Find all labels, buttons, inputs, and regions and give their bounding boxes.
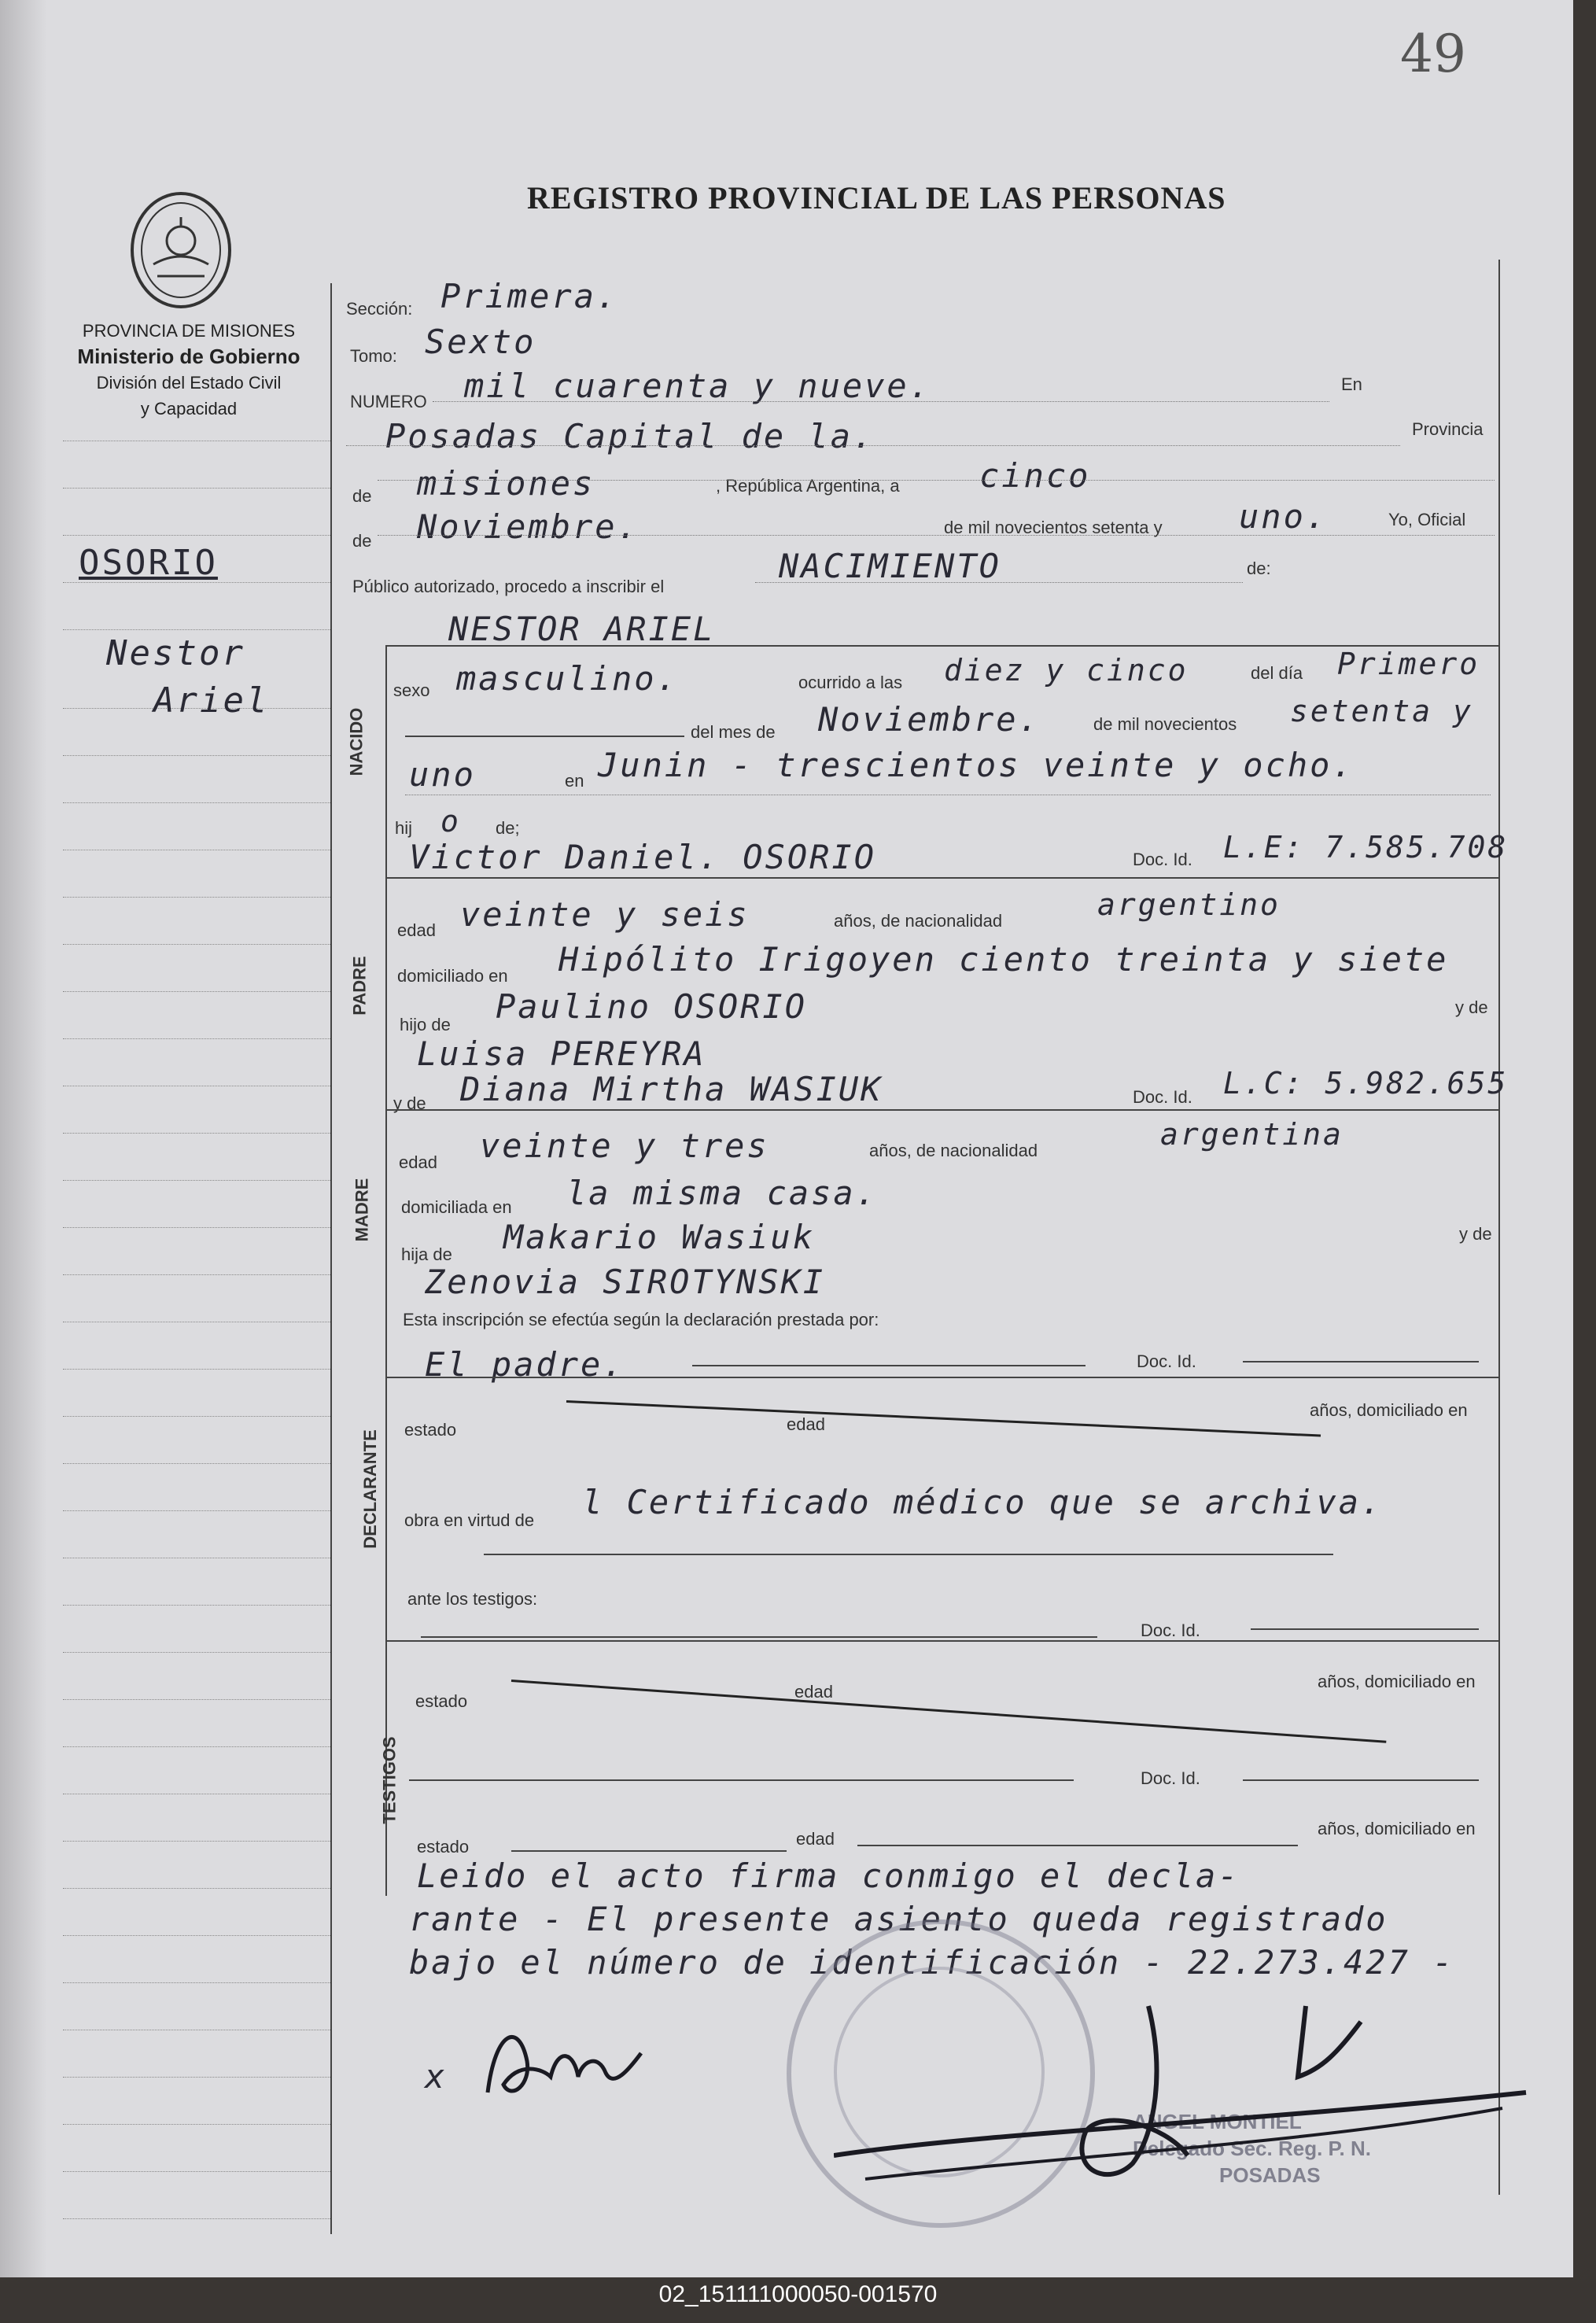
obra-value: l Certificado médico que se archiva. [582,1483,1384,1521]
acto-value: NACIMIENTO [779,547,1001,585]
official-stamp-name: ANGEL MONTIEL [1133,2110,1302,2133]
ocurrido-label: ocurrido a las [798,673,903,692]
padre-padre-value: Paulino OSORIO [496,987,808,1026]
sexo-label: sexo [393,680,430,700]
madre-padre-value: Makario Wasiuk [503,1218,816,1256]
testigos-top-line [385,1640,1498,1642]
inscripcion-label: Esta inscripción se efectúa según la declaración prestada por: [403,1310,879,1329]
madre-y-de-label-2: y de [1459,1224,1492,1244]
padre-edad-label: edad [397,920,436,940]
numero-value: mil cuarenta y nueve. [464,367,932,405]
declarante-doc-label: Doc. Id. [1137,1351,1196,1371]
signature-mark-x: x [425,2057,448,2096]
org-province: PROVINCIA DE MISIONES [82,321,296,341]
hij-label: hij [395,818,413,838]
official-stamp-city: POSADAS [1219,2163,1321,2187]
declarante-value: El padre. [425,1345,625,1384]
dia-blank-line [405,736,684,737]
en-label-2: en [565,771,584,791]
org-division: División del Estado Civil [96,373,282,393]
testigo2-blank-line [409,1779,1074,1781]
padre-doc-value: L.E: 7.585.708 [1223,830,1509,865]
issuing-office [47,318,330,422]
padre-anios-label: años, de nacionalidad [834,911,1003,931]
madre-nombre-value: Diana Mirtha WASIUK [460,1070,883,1108]
page-number: 49 [1400,24,1466,84]
testigo1-doc-label: Doc. Id. [1141,1621,1200,1640]
page-edge-shadow [0,0,47,2277]
madre-nacionalidad-value: argentina [1160,1117,1344,1152]
right-frame-line [1498,260,1500,2195]
de-colon-label: de: [1247,559,1271,578]
de-label: de [352,486,372,506]
ciudad-value: Posadas Capital de la. [385,417,875,455]
declarante-blank-line [692,1365,1086,1366]
madre-madre-value: Zenovia SIROTYNSKI [425,1263,826,1301]
provincia-rule [378,480,1495,481]
de-semicolon-label: de; [496,818,520,838]
madre-domicilio-label: domiciliada en [401,1197,512,1217]
de-mil-label: de mil novecientos setenta y [944,518,1163,537]
padre-hijo-label: hijo de [400,1015,451,1034]
del-dia-label: del día [1251,663,1303,683]
anio-nacimiento-a-value: setenta y [1290,694,1473,728]
provincial-seal-icon [126,186,236,312]
padre-nacionalidad-value: argentino [1097,887,1281,922]
madre-y-de-label: y de [393,1093,426,1113]
en-label: En [1341,374,1362,394]
madre-top-line [385,1109,1498,1111]
declarant-signature-icon [472,2014,661,2116]
testigo2-edad-label: edad [796,1829,835,1849]
de-mil-2-label: de mil novecientos [1093,714,1237,734]
margin-surname: OSORIO [79,543,218,583]
side-label-testigos: TESTIGOS [379,1736,400,1824]
obra-label: obra en virtud de [404,1510,535,1530]
lugar-value: Junin - trescientos veinte y ocho. [598,746,1355,784]
testigo2-anios-label: años, domiciliado en [1318,1819,1476,1838]
testigo1-edad-label: edad [794,1682,833,1702]
testigo1-doc-blank-line [1251,1628,1479,1630]
padre-nombre-value: Victor Daniel. OSORIO [409,838,877,876]
seccion-value: Primera. [440,277,619,315]
image-footer-id: 02_151111000050-001570 [658,2281,938,2307]
dia-inscripcion-value: cinco [979,456,1091,495]
hij-suffix-value: o [440,804,461,839]
side-label-madre: MADRE [352,1178,372,1242]
madre-hija-label: hija de [401,1244,452,1264]
hora-value: diez y cinco [944,653,1189,688]
mes-inscripcion-value: Noviembre. [417,507,640,546]
testigos-intro-label: ante los testigos: [407,1589,538,1609]
dia-nacimiento-value: Primero [1337,647,1480,681]
org-ministry: Ministerio de Gobierno [77,345,300,368]
testigo1-strike-line [511,1680,1386,1743]
nota-linea-3: bajo el número de identificación - 22.273.427 - [409,1943,1455,1982]
anio-nacimiento-b-value: uno [409,755,476,794]
section-frame-line [385,645,387,1896]
madre-doc-label: Doc. Id. [1133,1087,1192,1107]
madre-doc-value: L.C: 5.982.655 [1223,1066,1509,1101]
declarante-estado-label: estado [404,1420,457,1440]
document-title: REGISTRO PROVINCIAL DE LAS PERSONAS [527,180,1226,216]
declarante-top-line [385,1377,1498,1378]
testigo2-doc-label: Doc. Id. [1141,1768,1200,1788]
mes-nacimiento-value: Noviembre. [818,700,1041,739]
side-label-declarante: DECLARANTE [359,1429,380,1549]
tomo-value: Sexto [425,323,536,361]
testigo1-blank-line [421,1636,1097,1638]
republica-label: , República Argentina, a [716,476,900,496]
madre-edad-label: edad [399,1152,437,1172]
padre-madre-value: Luisa PEREYRA [417,1034,706,1073]
tomo-label: Tomo: [350,346,397,366]
numero-label: NUMERO [350,392,427,411]
nombre-value: NESTOR ARIEL [448,610,716,648]
del-mes-label: del mes de [691,722,776,742]
nota-linea-1: Leido el acto firma conmigo el decla- [417,1857,1240,1895]
side-label-padre: PADRE [349,956,370,1016]
seccion-label: Sección: [346,299,413,319]
padre-top-line [385,877,1498,879]
padre-y-de-label: y de [1455,997,1488,1017]
padre-domicilio-label: domiciliado en [397,966,508,986]
testigo1-anios-label: años, domiciliado en [1318,1672,1476,1691]
mes-rule [378,535,1495,536]
publico-label: Público autorizado, procedo a inscribir el [352,577,665,596]
declarante-anios-label: años, domiciliado en [1310,1400,1468,1420]
official-signature-icon [834,1975,1542,2211]
testigo2-estado-label: estado [417,1837,470,1857]
testigo2-estado-blank-line [511,1850,787,1852]
numero-rule [433,401,1329,402]
margin-given-2: Ariel [153,680,270,721]
testigo1-estado-label: estado [415,1691,468,1711]
ciudad-rule [346,445,1400,446]
madre-domicilio-value: la misma casa. [566,1174,879,1212]
official-stamp-title: Delegado Sec. Reg. P. N. [1133,2137,1371,2160]
padre-domicilio-value: Hipólito Irigoyen ciento treinta y siete [558,940,1449,979]
sexo-value: masculino. [456,659,679,698]
left-frame-line [330,283,332,2234]
declarante-edad-label: edad [787,1414,825,1434]
provincia-label: Provincia [1412,419,1484,439]
testigo2-doc-blank-line [1243,1779,1479,1781]
acto-rule [755,582,1243,583]
madre-anios-label: años, de nacionalidad [869,1141,1038,1160]
declarante-doc-blank-line [1243,1361,1479,1362]
padre-doc-label: Doc. Id. [1133,850,1192,869]
obra-blank-line [484,1554,1333,1555]
nota-linea-2: rante - El presente asiento queda registrado [409,1900,1388,1938]
side-label-nacido: NACIDO [346,707,367,776]
provincia-value: misiones [417,464,595,503]
yo-oficial-label: Yo, Oficial [1388,510,1466,529]
declarante-strike-line [566,1400,1321,1437]
anio-inscripcion-value: uno. [1239,497,1329,536]
testigo2-edad-blank-line [857,1845,1298,1846]
padre-edad-value: veinte y seis [460,895,750,934]
de-label-2: de [352,531,372,551]
madre-edad-value: veinte y tres [480,1126,769,1165]
org-division-2: y Capacidad [140,399,238,419]
margin-given-1: Nestor [106,633,245,673]
